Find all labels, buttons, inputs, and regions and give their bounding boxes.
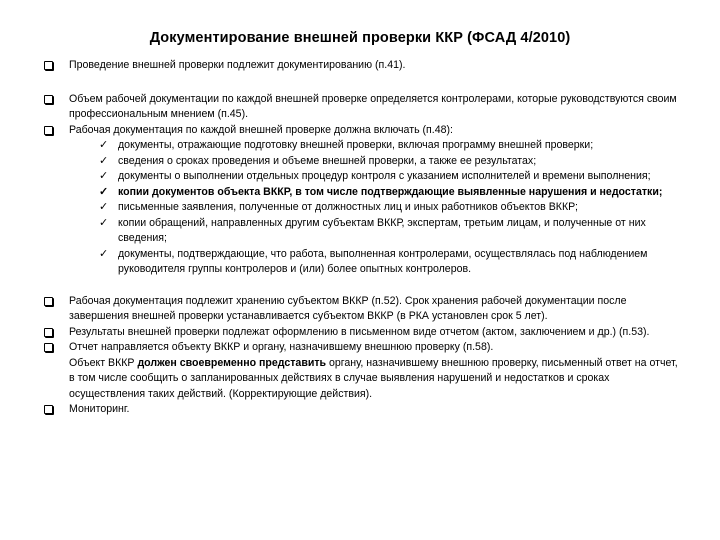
bullet-text: Отчет направляется объекту ВККР и органу, назначившему внешнюю проверку (п.58). — [69, 341, 494, 353]
square-bullet-icon — [44, 328, 53, 337]
bullet-item — [44, 325, 684, 341]
square-bullet-icon — [44, 343, 53, 352]
bullet-text: Рабочая документация по каждой внешней проверке должна включать (п.48): — [69, 123, 453, 136]
checklist-item — [99, 169, 684, 185]
checklist-text: копии обращений, направленных другим субъектам ВККР, экспертам, третьим лицам, и полученные от них сведения; — [118, 216, 646, 244]
bullet-text: Объем рабочей документации по каждой внешней проверке определяется контролерами, которые руководствуются своим профессиональным мнением (п.45). — [69, 92, 677, 120]
report-note-prefix: Объект ВККР — [69, 356, 138, 369]
checkmark-icon: ✓ — [99, 216, 109, 229]
bullet-text: Результаты внешней проверки подлежат оформлению в письменном виде отчетом (актом, заключением и др.) (п.53). — [69, 325, 650, 338]
bullet-item — [44, 402, 684, 418]
square-bullet-icon — [44, 297, 53, 306]
checklist-text: письменные заявления, полученные от должностных лиц и иных работников объектов ВККР; — [118, 201, 578, 213]
checkmark-icon: ✓ — [99, 170, 109, 182]
square-bullet-icon — [44, 405, 53, 414]
checklist-item — [99, 216, 684, 247]
checklist-text: документы о выполнении отдельных процедур контроля с указанием исполнителей и времени выполнения; — [118, 170, 651, 182]
bullet-text: Мониторинг. — [69, 403, 130, 415]
checkmark-icon: ✓ — [99, 154, 109, 167]
report-note-bold: должен своевременно представить — [137, 356, 327, 369]
slide-content — [44, 58, 684, 418]
bullet-item — [44, 58, 684, 74]
checklist-item — [99, 185, 684, 201]
checklist-text: сведения о сроках проведения и объеме внешней проверки, а также ее результатах; — [118, 154, 537, 167]
checklist-item — [99, 138, 684, 154]
report-note — [44, 356, 684, 403]
bullet-item — [44, 92, 684, 123]
square-bullet-icon — [44, 95, 53, 104]
checklist-item — [99, 247, 684, 278]
checklist-item — [99, 154, 684, 170]
checkmark-icon: ✓ — [99, 139, 109, 151]
bullet-text: Рабочая документация подлежит хранению субъектом ВККР (п.52). Срок хранения рабочей документации после завершения внешней проверки устанавливается субъектом ВККР (в РКА установлен срок 5 лет). — [69, 294, 627, 322]
checkmark-icon: ✓ — [99, 247, 109, 260]
bullet-item — [44, 340, 684, 356]
checklist-item — [99, 200, 684, 216]
slide-title: Документирование внешней проверки ККР (ФСАД 4/2010) — [149, 30, 571, 46]
report-note-suffix: органу, назначившему внешнюю проверку, письменный ответ на отчет, в том числе сообщить о запланированных действиях в случае выявления нарушений и недостатков и сроках осуществления таких действий. (Корректирующие действия). — [69, 356, 678, 400]
checklist — [44, 138, 684, 278]
checklist-text: копии документов объекта ВККР, в том числе подтверждающие выявленные нарушения и недостатки; — [118, 185, 663, 198]
checkmark-icon: ✓ — [99, 185, 109, 198]
checklist-text: документы, отражающие подготовку внешней проверки, включая программу внешней проверки; — [118, 139, 594, 151]
bullet-item — [44, 123, 684, 139]
square-bullet-icon — [44, 61, 53, 70]
square-bullet-icon — [44, 126, 53, 135]
checklist-text: документы, подтверждающие, что работа, выполненная контролерами, осуществлялась под наблюдением руководителя группы контролеров и (или) более опытных контролеров. — [118, 247, 648, 275]
bullet-text: Проведение внешней проверки подлежит документированию (п.41). — [69, 59, 406, 71]
checkmark-icon: ✓ — [99, 201, 109, 213]
bullet-item — [44, 294, 684, 325]
